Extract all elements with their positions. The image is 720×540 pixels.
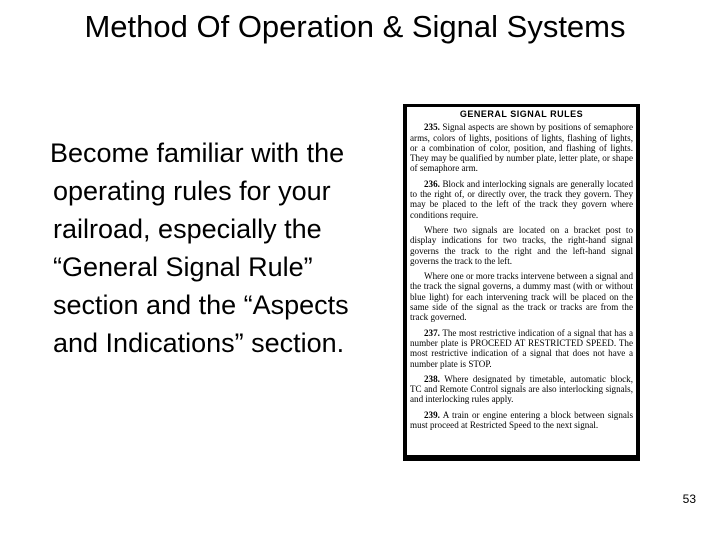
rulebook-page: [407, 107, 636, 455]
rule-238: 238. Where designated by timetable, automatic block, TC and Remote Control signals are also interlocking signals, and interlocking rules apply.: [410, 373, 633, 405]
page-number: 53: [682, 492, 696, 506]
slide-title: Method Of Operation & Signal Systems: [84, 9, 626, 44]
rule-236: 236. Block and interlocking signals are generally located to the right of, or directly over, the track they govern. They may be placed to the left of the track they govern where conditions require.: [410, 178, 633, 220]
body-paragraph: Become familiar with the operating rules for your railroad, especially the “General Signal Rule” section and the “Aspects and Indications” section.: [50, 138, 349, 358]
slide-body: [50, 134, 370, 362]
rule-239: 239. A train or engine entering a block between signals must proceed at Restricted Speed to the next signal.: [410, 409, 633, 431]
rule-236-dummy-mast: Where one or more tracks intervene between a signal and the track the signal governs, a dummy mast (with or without blue light) for each intervening track will be placed on the same side of the signal as the track or tracks are from the track governed.: [410, 271, 633, 323]
rulebook-heading: GENERAL SIGNAL RULES: [459, 109, 584, 119]
rule-236-bracket: Where two signals are located on a bracket post to display indications for two tracks, the right-hand signal governs the track to the right and the left-hand signal governs the track to the left.: [410, 224, 633, 266]
rulebook-scan-image: [403, 104, 640, 461]
rule-235: 235. Signal aspects are shown by positions of semaphore arms, colors of lights, positions of lights, flashing of lights, or a combination of color, position, and flashing of lights. They may be qualified by number plate, letter plate, or shape of semaphore arm.: [410, 122, 633, 174]
rule-237: 237. The most restrictive indication of a signal that has a number plate is PROCEED AT RESTRICTED SPEED. The most restrictive indication of a signal that does not have a number plate is STOP.: [410, 327, 634, 369]
